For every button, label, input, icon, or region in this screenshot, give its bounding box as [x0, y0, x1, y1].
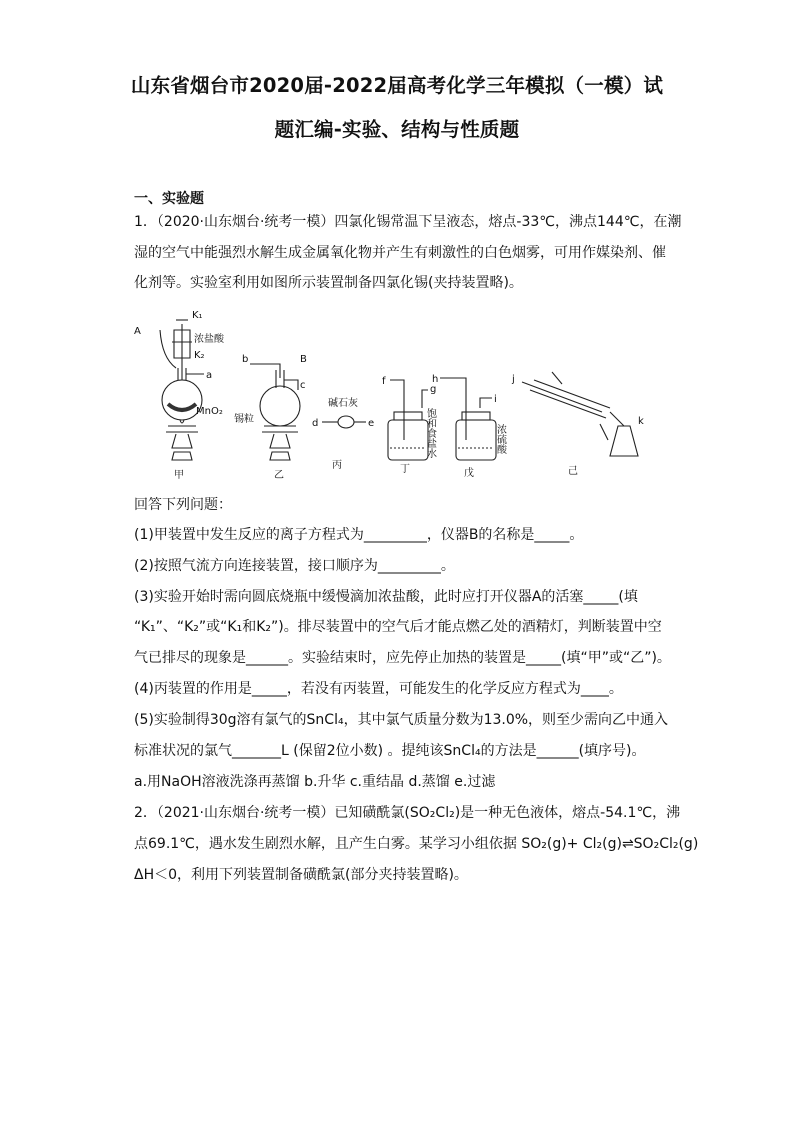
figure-label: d [312, 418, 319, 429]
figure-label: 碱石灰 [328, 398, 358, 409]
figure-label: k [638, 416, 644, 427]
q1-part-3b: “K₁”、“K₂”或“K₁和K₂”)。排尽装置中的空气后才能点燃乙处的酒精灯，判断装置中空 [134, 619, 662, 635]
q2-line-3: ΔH＜0，利用下列装置制备磺酰氯(部分夹持装置略)。 [134, 867, 468, 883]
figure-label: 浓盐酸 [194, 334, 224, 345]
q1-part-3c: 气已排尽的现象是______。实验结束时，应先停止加热的装置是_____(填“甲”或“乙”)。 [134, 650, 671, 666]
answer-intro: 回答下列问题： [134, 497, 232, 513]
figure-label: A [134, 326, 141, 337]
figure-label: g [430, 384, 437, 395]
q1-line-3: 化剂等。实验室利用如图所示装置制备四氯化锡(夹持装置略)。 [134, 275, 523, 291]
figure-label: b [242, 354, 249, 365]
doc-title-line2: 题汇编-实验、结构与性质题 [274, 118, 520, 141]
figure-label: B [300, 354, 307, 365]
figure-label: MnO₂ [196, 406, 223, 417]
q1-part-3a: (3)实验开始时需向圆底烧瓶中缓慢滴加浓盐酸，此时应打开仪器A的活塞_____(填 [134, 589, 638, 605]
q1-part-4: (4)丙装置的作用是_____，若没有丙装置，可能发生的化学反应方程式为____。 [134, 681, 623, 697]
q1-part-2: (2)按照气流方向连接装置，接口顺序为_________。 [134, 558, 455, 574]
q2-line-2: 点69.1℃，遇水发生剧烈水解，且产生白雾。某学习小组依据 SO₂(g)+ Cl₂(g)⇌SO₂Cl₂(g) [134, 836, 699, 852]
figure-label: 浓硫酸 [494, 424, 506, 454]
figure-label: j [512, 374, 515, 385]
figure-label: e [368, 418, 375, 429]
figure-label: K₂ [194, 350, 205, 361]
figure-label: K₁ [192, 310, 203, 321]
figure-label: 戊 [464, 468, 474, 479]
figure-label: h [432, 374, 439, 385]
figure-label: 乙 [274, 470, 284, 481]
doc-title-line1: 山东省烟台市2020届-2022届高考化学三年模拟（一模）试 [130, 74, 664, 97]
figure-label: 己 [568, 466, 578, 477]
figure-label: 丙 [332, 460, 342, 471]
figure-label: 饱和食盐水 [424, 408, 436, 458]
q2-line-1: 2．（2021·山东烟台·统考一模）已知磺酰氯(SO₂Cl₂)是一种无色液体，熔点-54.1℃，沸 [134, 805, 681, 821]
apparatus-figure [132, 308, 672, 486]
q1-part-1: (1)甲装置中发生反应的离子方程式为_________，仪器B的名称是_____。 [134, 527, 584, 543]
figure-label: 丁 [400, 464, 410, 475]
q1-part-5a: (5)实验制得30g溶有氯气的SnCl₄，其中氯气质量分数为13.0%，则至少需向乙中通入 [134, 712, 669, 728]
figure-label: 锡粒 [234, 414, 254, 425]
figure-label: i [494, 394, 497, 405]
figure-label: c [300, 380, 306, 391]
q1-part-5b: 标准状况的氯气_______L (保留2位小数) 。提纯该SnCl₄的方法是______(填序号)。 [134, 743, 646, 759]
q1-line-1: 1．（2020·山东烟台·统考一模）四氯化锡常温下呈液态，熔点-33℃，沸点144℃，在潮 [134, 214, 682, 230]
section-heading: 一、实验题 [134, 191, 204, 207]
figure-label: f [382, 376, 386, 387]
figure-label: a [206, 370, 213, 381]
q1-line-2: 湿的空气中能强烈水解生成金属氧化物并产生有刺激性的白色烟雾，可用作媒染剂、催 [134, 245, 666, 261]
q1-options: a.用NaOH溶液洗涤再蒸馏 b.升华 c.重结晶 d.蒸馏 e.过滤 [134, 774, 496, 790]
figure-label: 甲 [174, 470, 184, 481]
